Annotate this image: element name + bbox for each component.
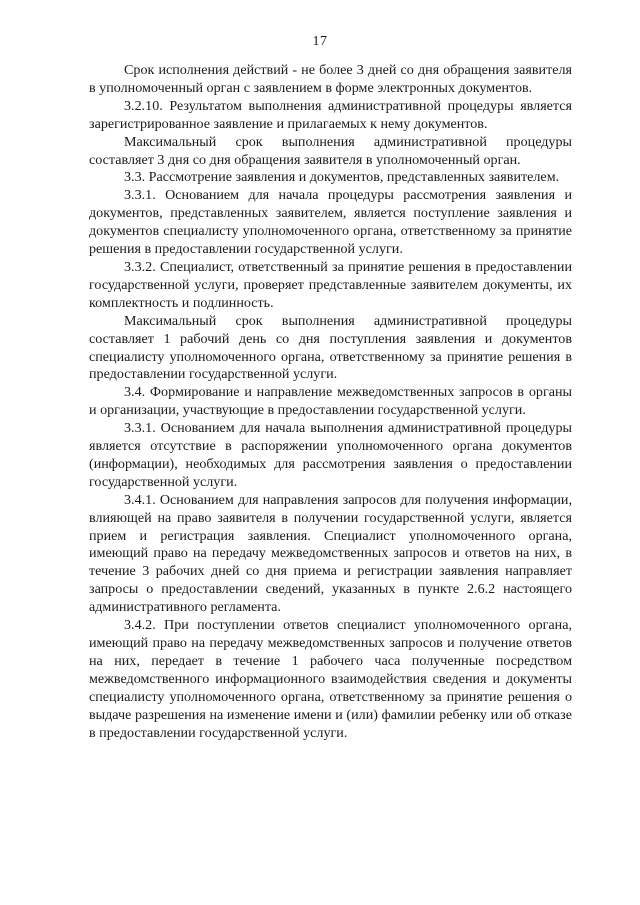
paragraph: 3.4.2. При поступлении ответов специалист уполномоченного органа, имеющий право на передачу межведомственных запросов и получение ответов на них, передает в течение 1 рабочего часа полученные посредством межведомственного информационного взаимодействия сведения и документы специалисту уполномоченного органа, ответственному за принятие решения о выдаче разрешения на изменение имени и (или) фамилии ребенку или об отказе в предоставлении государственной услуги. (89, 617, 572, 741)
section-heading: 3.4. Формирование и направление межведомственных запросов в органы и организации, участвующие в предоставлении государственной услуги. (89, 384, 572, 419)
paragraph: 3.2.10. Результатом выполнения административной процедуры является зарегистрированное заявление и прилагаемых к нему документов. (89, 97, 572, 132)
paragraph: Максимальный срок выполнения административной процедуры составляет 1 рабочий день со дня поступления заявления и документов специалисту уполномоченного органа, ответственному за принятие решения в предоставлении государственной услуги. (89, 312, 572, 383)
paragraph: 3.4.1. Основанием для направления запросов для получения информации, влияющей на право заявителя в получении государственной услуги, является прием и регистрация заявления. Специалист уполномоченного органа, имеющий право на передачу межведомственных запросов и ответов на них, в течение 3 рабочих дней со дня приема и регистрации заявления направляет запросы о предоставлении сведений, указанных в пункте 2.6.2 настоящего административного регламента. (89, 491, 572, 616)
document-body (89, 62, 572, 742)
paragraph: Срок исполнения действий - не более 3 дней со дня обращения заявителя в уполномоченный орган с заявлением в форме электронных документов. (89, 62, 572, 96)
paragraph: 3.3.1. Основанием для начала процедуры рассмотрения заявления и документов, представленных заявителем, является поступление заявления и документов специалисту уполномоченного органа, ответственному за принятие решения в предоставлении государственной услуги. (89, 187, 572, 258)
section-heading: 3.3. Рассмотрение заявления и документов, представленных заявителем. (124, 169, 560, 186)
paragraph: 3.3.1. Основанием для начала выполнения административной процедуры является отсутствие в распоряжении уполномоченного органа документов (информации), необходимых для рассмотрения заявления о предоставлении государственной услуги. (89, 420, 572, 490)
paragraph: 3.3.2. Специалист, ответственный за принятие решения в предоставлении государственной услуги, проверяет представленные заявителем документы, их комплектность и подлинность. (89, 258, 572, 311)
page-number: 17 (312, 34, 328, 49)
paragraph: Максимальный срок выполнения административной процедуры составляет 3 дня со дня обращения заявителя в уполномоченный орган. (89, 133, 572, 168)
